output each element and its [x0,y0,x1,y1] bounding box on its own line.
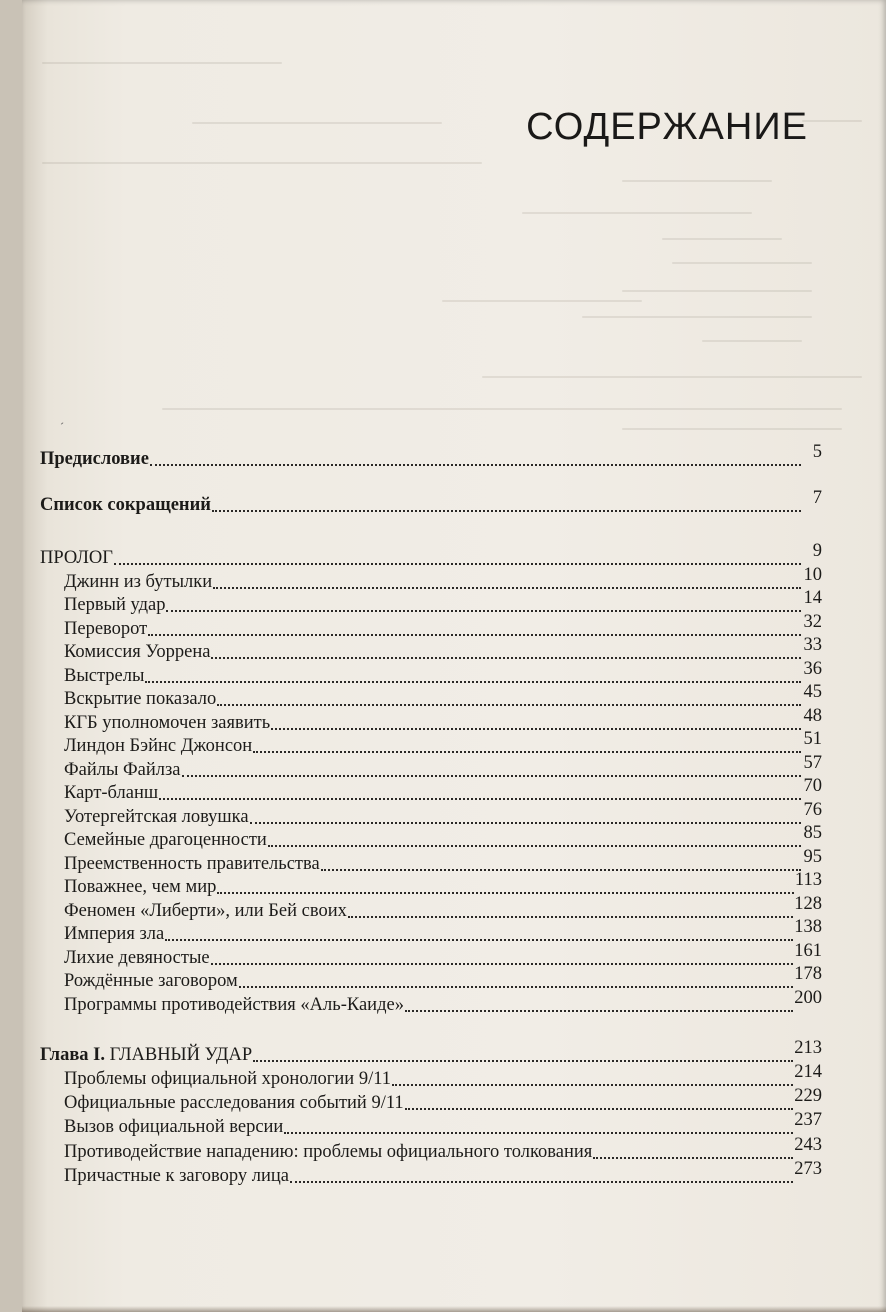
toc-entry-page: 214 [794,1062,822,1082]
dot-leader [271,726,801,730]
toc-entry [64,684,822,710]
toc-entry-page: 95 [803,847,822,867]
toc-entry-title: Феномен «Либерти», или Бей своих [64,901,347,921]
toc-entry-title: Предисловие [40,449,149,469]
toc-entry-page: 213 [794,1038,822,1058]
book-page [22,0,886,1312]
toc-entry-page: 85 [803,823,822,843]
toc-entry-title: Вскрытие показало [64,689,217,709]
dot-leader [148,632,801,636]
dot-leader [268,843,801,847]
toc-entry-page: 51 [803,729,822,749]
toc-entry-page: 200 [794,988,822,1008]
toc-entry [64,590,822,616]
toc-entry-page: 5 [812,442,822,462]
dot-leader [182,773,802,777]
toc-entry-page: 70 [803,776,822,796]
dot-leader [239,984,794,988]
dot-leader [212,508,801,512]
toc-entry [64,1161,822,1187]
toc-entry-page: 36 [803,659,822,679]
table-of-contents [22,0,886,1312]
dot-leader [405,1008,793,1012]
stray-mark: ´ [60,420,64,434]
dot-leader [217,890,794,894]
dot-leader [150,462,801,466]
toc-entry-page: 113 [794,870,822,890]
toc-entry-page: 48 [803,706,822,726]
toc-entry-title: Программы противодействия «Аль-Каиде» [64,995,404,1015]
toc-chapter [40,1040,822,1066]
toc-entry [64,1137,822,1163]
toc-entry-title: Файлы Файлза [64,760,181,780]
toc-entry-title: Поважнее, чем мир [64,877,217,897]
dot-leader [593,1155,793,1159]
toc-entry-title: ПРОЛОГ [40,548,113,568]
toc-entry-title: Империя зла [64,924,165,944]
toc-entry-title: Рождённые заговором [64,971,238,991]
toc-entry-page: 229 [794,1086,822,1106]
dot-leader [159,796,801,800]
toc-entry [64,872,822,898]
toc-entry-page: 45 [803,682,822,702]
dot-leader [250,820,801,824]
toc-entry-page: 7 [812,488,822,508]
dot-leader [284,1130,793,1134]
dot-leader [321,867,801,871]
toc-entry [64,731,822,757]
toc-entry [40,490,822,516]
toc-entry-page: 161 [794,941,822,961]
toc-entry-title: Противодействие нападению: проблемы официального толкования [64,1142,593,1162]
toc-entry-page: 138 [794,917,822,937]
dot-leader [166,608,801,612]
dot-leader [145,679,801,683]
toc-entry-page: 9 [812,541,822,561]
toc-entry-title: Проблемы официальной хронологии 9/11 [64,1069,392,1089]
toc-entry-page: 14 [803,588,822,608]
toc-entry-page: 33 [803,635,822,655]
dot-leader [405,1106,794,1110]
toc-entry-title: Причастные к заговору лица [64,1166,289,1186]
chapter-title: ГЛАВНЫЙ УДАР [109,1045,253,1065]
toc-entry [64,919,822,945]
dot-leader [348,914,793,918]
dot-leader [392,1082,793,1086]
toc-entry-page: 10 [803,565,822,585]
toc-entry [64,778,822,804]
dot-leader [211,655,801,659]
dot-leader [114,561,801,565]
toc-entry-title: Карт-бланш [64,783,159,803]
toc-entry-page: 76 [803,800,822,820]
toc-entry-page: 243 [794,1135,822,1155]
toc-entry [64,1088,822,1114]
toc-entry-page: 57 [803,753,822,773]
page-title: СОДЕРЖАНИЕ [526,106,808,148]
toc-entry-title: КГБ уполномочен заявить [64,713,271,733]
chapter-label: Глава I. [40,1045,106,1065]
dot-leader [253,1058,793,1062]
toc-chapter [40,543,822,569]
toc-entry-title: Переворот [64,619,148,639]
dot-leader [165,937,793,941]
toc-entry-title: Вызов официальной версии [64,1117,284,1137]
toc-entry-page: 237 [794,1110,822,1130]
toc-entry-page: 128 [794,894,822,914]
toc-entry-title: Преемственность правительства [64,854,320,874]
toc-entry-title: Список сокращений [40,495,211,515]
toc-entry-title: Официальные расследования событий 9/11 [64,1093,404,1113]
toc-entry-title [40,1044,252,1066]
toc-entry [64,1064,822,1090]
toc-entry-page: 32 [803,612,822,632]
toc-entry-title: Линдон Бэйнс Джонсон [64,736,253,756]
toc-entry-title: Первый удар [64,595,166,615]
toc-entry [64,637,822,663]
toc-entry-title: Комиссия Уоррена [64,642,211,662]
toc-entry-page: 178 [794,964,822,984]
toc-entry-title: Джинн из бутылки [64,572,213,592]
toc-entry [64,966,822,992]
dot-leader [253,749,801,753]
toc-entry-title: Выстрелы [64,666,145,686]
toc-entry [64,1112,822,1138]
toc-entry [64,990,822,1016]
dot-leader [211,961,794,965]
toc-entry [40,444,822,470]
toc-entry-title: Уотергейтская ловушка [64,807,249,827]
toc-entry-page: 273 [794,1159,822,1179]
toc-entry-title: Семейные драгоценности [64,830,267,850]
dot-leader [213,585,801,589]
toc-entry-title: Лихие девяностые [64,948,210,968]
dot-leader [290,1179,793,1183]
page-edge-shadow [22,1306,886,1312]
dot-leader [217,702,801,706]
toc-entry [64,825,822,851]
